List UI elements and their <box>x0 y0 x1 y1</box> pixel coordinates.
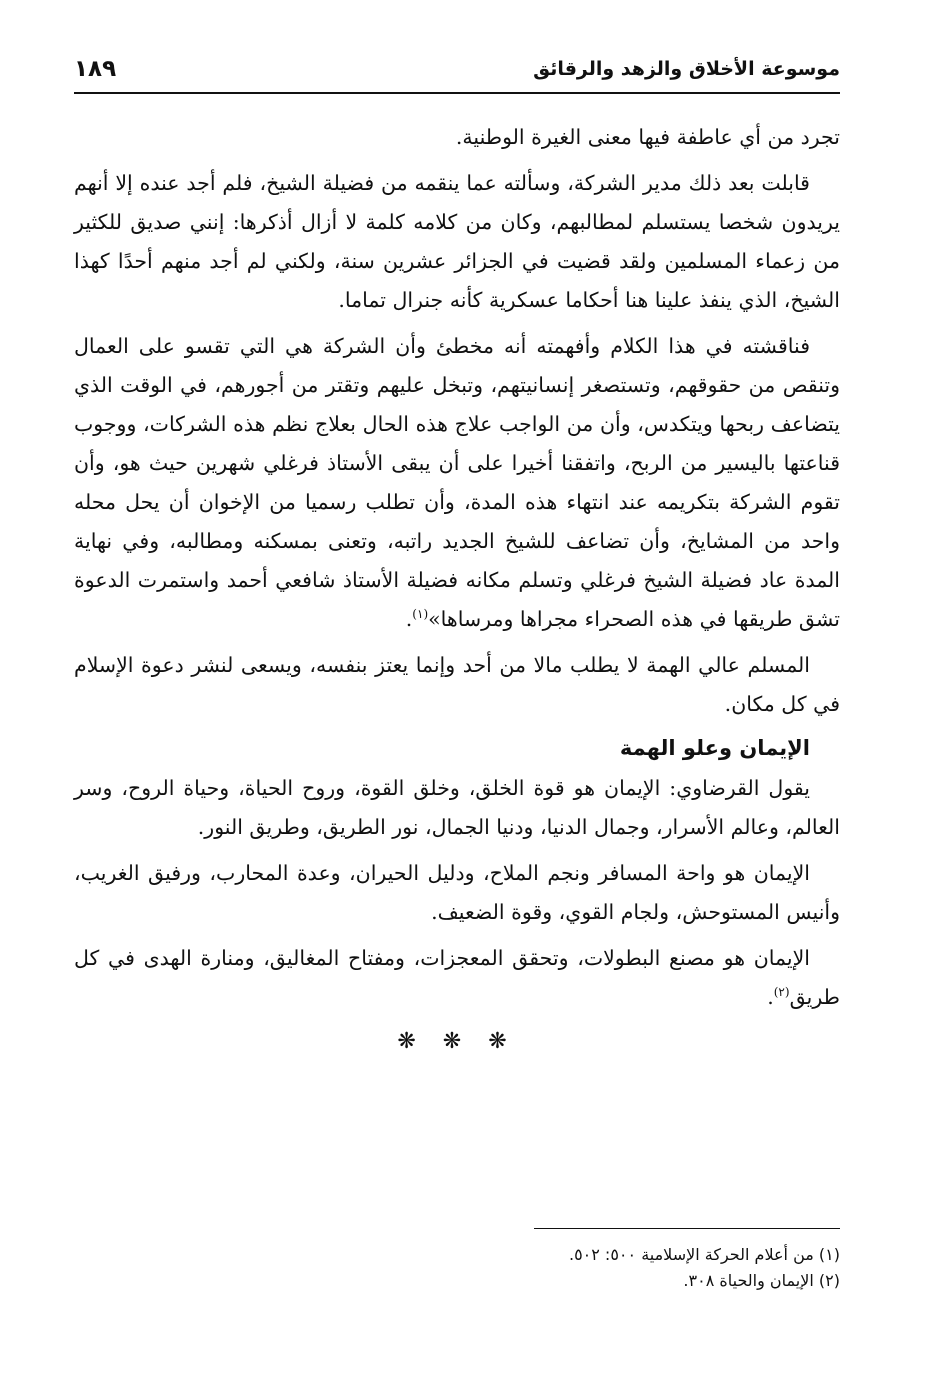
section-separator: ❋ ❋ ❋ <box>397 1029 517 1054</box>
paragraph: قابلت بعد ذلك مدير الشركة، وسألته عما ينقمه من فضيلة الشيخ، فلم أجد عنده إلا أنهم يريدون شخصا يستسلم لمطالبهم، وكان من كلامه كلمة لا أزال أذكرها: إنني صديق للكثير من زعماء المسلمين ولقد قضيت في الجزائر عشرين سنة، ولكني لم أجد منهم أحدًا كهذا الشيخ، الذي ينفذ علينا هنا أحكاما عسكرية كأنه جنرال تماما. <box>74 171 840 312</box>
paragraph-text: الإيمان هو مصنع البطولات، وتحقق المعجزات، ومفتاح المغاليق، ومنارة الهدى في كل طريق <box>74 946 840 1009</box>
paragraph: المسلم عالي الهمة لا يطلب مالا من أحد وإنما يعتز بنفسه، ويسعى لنشر دعوة الإسلام في كل مكان. <box>74 653 840 716</box>
book-title: موسوعة الأخلاق والزهد والرقائق <box>533 58 840 80</box>
page-number: ١٨٩ <box>74 56 117 82</box>
footnote-rule <box>534 1228 840 1229</box>
paragraph: الإيمان هو واحة المسافر ونجم الملاح، ودليل الحيران، وعدة المحارب، ورفيق الغريب، وأنيس المستوحش، ولجام القوي، وقوة الضعيف. <box>74 861 840 924</box>
footnote-1: (١) من أعلام الحركة الإسلامية ٥٠٠: ٥٠٢. <box>568 1245 840 1264</box>
paragraph: فناقشته في هذا الكلام وأفهمته أنه مخطئ وأن الشركة هي التي تقسو على العمال وتنقص من حقوقهم، وتستصغر إنسانيتهم، وتبخل عليهم وتقتر من أجورهم، في الوقت الذي يتضاعف ربحها ويتكدس، وأن من الواجب علاج هذه الحال بعلاج نظم هذه الشركات، ووجوب قناعتها باليسير من الربح، واتفقنا أخيرا على أن يبقى الأستاذ فرغلي شهرين حيث هو، وأن تقوم الشركة بتكريمه عند انتهاء هذه المدة، وأن تطلب رسميا من الإخوان أن يحل محله واحد من المشايخ، وأن تضاعف للشيخ الجديد راتبه، وتعنى بمسكنه ومطالبه، وفي نهاية المدة عاد فضيلة الشيخ فرغلي وتسلم مكانه فضيلة الأستاذ شافعي أحمد واستمرت الدعوة تشق طريقها في هذه الصحراء مجراها ومرساها»$^{(١)}$. <box>74 334 840 631</box>
section-heading: الإيمان وعلو الهمة <box>619 736 810 760</box>
footnotes <box>140 1242 840 1294</box>
paragraph: تجرد من أي عاطفة فيها معنى الغيرة الوطنية. <box>455 125 840 149</box>
footnote-ref-2[interactable]: (٢) <box>773 985 790 1000</box>
main-text <box>74 118 840 1054</box>
header-rule <box>74 92 840 94</box>
page-header <box>74 58 840 98</box>
paragraph: يقول القرضاوي: الإيمان هو قوة الخلق، وخلق القوة، وروح الحياة، وحياة الروح، وسر العالم، وعالم الأسرار، وجمال الدنيا، ودنيا الجمال، نور الطريق، وطريق النور. <box>74 776 840 839</box>
paragraph: الإيمان هو مصنع البطولات، وتحقق المعجزات، ومفتاح المغاليق، ومنارة الهدى في كل طريق$^{(٢)}$. <box>74 946 840 1009</box>
footnote-2: (٢) الإيمان والحياة ٣٠٨. <box>683 1271 840 1290</box>
paragraph-text: فناقشته في هذا الكلام وأفهمته أنه مخطئ وأن الشركة هي التي تقسو على العمال وتنقص من حقوقهم، وتستصغر إنسانيتهم، وتبخل عليهم وتقتر من أجورهم، في الوقت الذي يتضاعف ربحها ويتكدس، وأن من الواجب علاج هذه الحال بعلاج نظم هذه الشركات، ووجوب قناعتها باليسير من الربح، واتفقنا أخيرا على أن يبقى الأستاذ فرغلي شهرين حيث هو، وأن تقوم الشركة بتكريمه عند انتهاء هذه المدة، وأن تطلب رسميا من الإخوان أن يحل محله واحد من المشايخ، وأن تضاعف للشيخ الجديد راتبه، وتعنى بمسكنه ومطالبه، وفي نهاية المدة عاد فضيلة الشيخ فرغلي وتسلم مكانه فضيلة الأستاذ شافعي أحمد واستمرت الدعوة تشق طريقها في هذه الصحراء مجراها ومرساها» <box>74 334 840 631</box>
footnote-ref-1[interactable]: (١) <box>412 607 429 622</box>
